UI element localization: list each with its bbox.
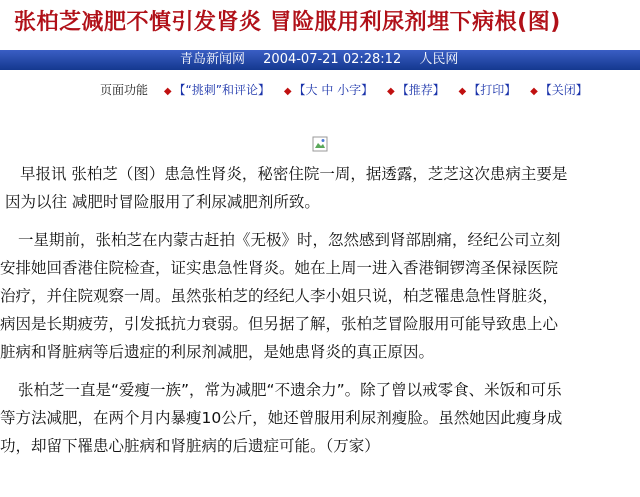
text-line: 张柏芝一直是“爱瘦一族”，常为减肥“不遗余力”。除了曾以戒零食、米饭和可乐 [18, 381, 562, 399]
text-line: 因为以往 减肥时冒险服用了利尿减肥剂所致。 [5, 193, 320, 211]
close-link[interactable]: 【关闭】 [539, 83, 588, 97]
text-line: 脏病和肾脏病等后遗症的利尿剂减肥，是她患肾炎的真正原因。 [0, 343, 435, 361]
bullet-icon: ◆ [530, 86, 538, 97]
headline [0, 0, 640, 40]
article-paragraph [0, 226, 640, 366]
article-paragraph [0, 376, 640, 460]
text-line: 治疗，并住院观察一周。虽然张柏芝的经纪人李小姐只说，柏芝罹患急性肾脏炎， [0, 287, 559, 305]
headline-text: 张柏芝减肥不慎引发肾炎 冒险服用利尿剂埋下病根(图) [14, 10, 561, 35]
text-line: 等方法减肥，在两个月内暴瘦10公斤，她还曾服用利尿剂瘦脸。虽然她因此瘦身成 [0, 409, 563, 427]
publish-datetime: 2004-07-21 02:28:12 [263, 52, 402, 67]
source-bar [0, 50, 640, 70]
bullet-icon: ◆ [458, 86, 467, 97]
bullet-icon: ◆ [163, 86, 172, 97]
article-body [0, 160, 640, 470]
article-paragraph [0, 160, 640, 216]
recommend-link[interactable]: 【推荐】 [396, 83, 445, 97]
text-line: 早报讯 张柏芝（图）患急性肾炎，秘密住院一周，据透露，芝芝这次患病主要是 [20, 165, 568, 183]
font-size-link[interactable]: 【大 中 小字】 [293, 83, 374, 97]
bullet-icon: ◆ [283, 86, 292, 97]
comment-link[interactable]: 【“挑刺”和评论】 [173, 83, 270, 97]
page-tools-label: 页面功能 [100, 83, 149, 97]
source-outlet: 青岛新闻网 [180, 52, 246, 67]
bullet-icon: ◆ [386, 86, 395, 97]
broken-image-icon [312, 136, 328, 152]
page-tools [100, 80, 598, 100]
text-line: 病因是长期疲劳，引发抵抗力衰弱。但另据了解，张柏芝冒险服用可能导致患上心 [0, 315, 559, 333]
text-line: 一星期前，张柏芝在内蒙古赶拍《无极》时，忽然感到肾部剧痛，经纪公司立刻 [18, 231, 561, 249]
source-name: 人民网 [419, 52, 459, 67]
print-link[interactable]: 【打印】 [468, 83, 517, 97]
text-line: 功，却留下罹患心脏病和肾脏病的后遗症可能。（万家） [0, 437, 380, 455]
text-line: 安排她回香港住院检查，证实患急性肾炎。她在上周一进入香港铜锣湾圣保禄医院 [0, 259, 559, 277]
